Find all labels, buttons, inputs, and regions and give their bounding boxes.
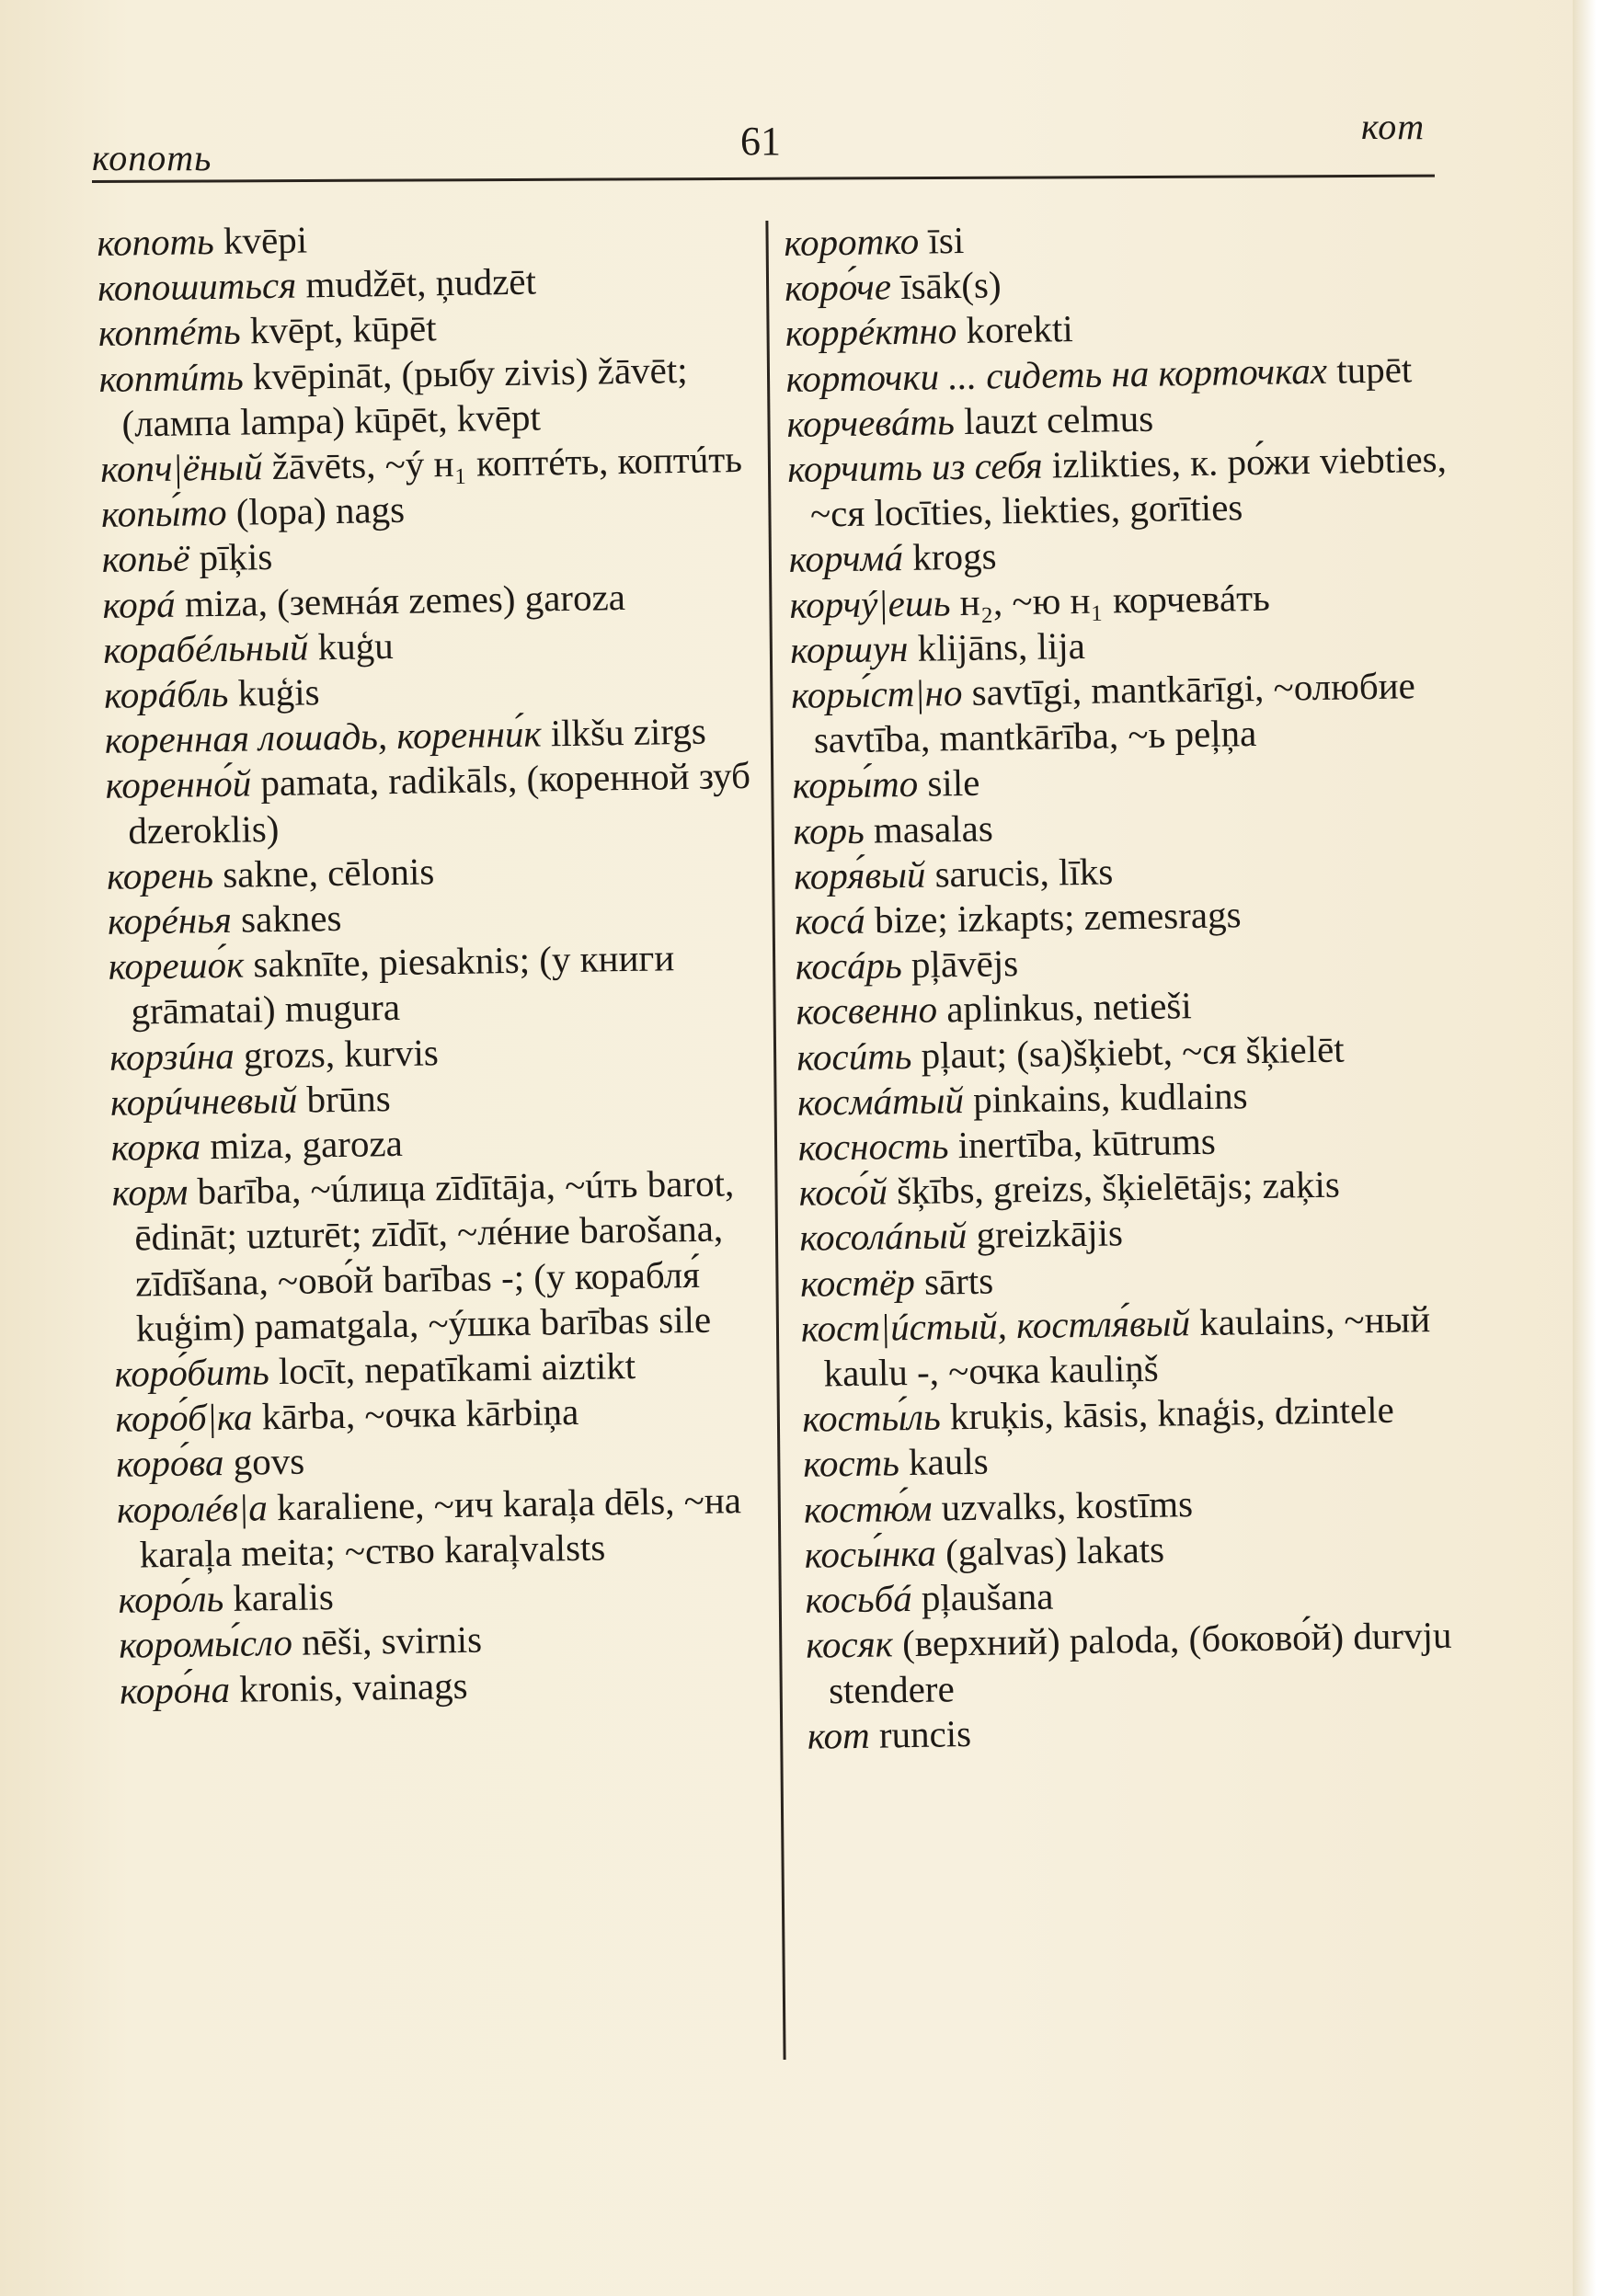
headword: кот bbox=[807, 1713, 870, 1757]
translation: savtīgi, mantkārīgi, ~олюбие savtība, mantkārība, ~ь peļņa bbox=[813, 664, 1416, 761]
translation: kārba, ~очка kārbiņa bbox=[252, 1390, 579, 1438]
headword: корка bbox=[110, 1125, 201, 1169]
headword: космáтый bbox=[796, 1078, 965, 1124]
headword: коррéктно bbox=[785, 309, 957, 355]
headword: копы́то bbox=[100, 491, 227, 536]
headword: косяк bbox=[805, 1622, 894, 1667]
translation: krogs bbox=[902, 534, 997, 579]
headword: косáрь bbox=[795, 943, 903, 988]
headword: косо́й bbox=[798, 1170, 888, 1215]
translation: inertība, kūtrums bbox=[948, 1119, 1217, 1167]
translation: kvēpināt, (рыбу zivis) žāvēt; (лампа lampa) kūpēt, kvēpt bbox=[121, 348, 688, 445]
headword: коптúть bbox=[98, 355, 245, 400]
headword: костёр bbox=[799, 1260, 916, 1305]
headword: корешо́к bbox=[108, 942, 245, 988]
translation: pļāvējs bbox=[901, 942, 1019, 987]
headword: копьё bbox=[101, 536, 190, 581]
dictionary-entry bbox=[98, 346, 766, 447]
translation: pļaušana bbox=[911, 1574, 1054, 1620]
headword: коры́то bbox=[792, 762, 919, 807]
translation: kvēpt, kūpēt bbox=[240, 306, 437, 352]
headword: косá bbox=[794, 898, 866, 942]
headword: копоть bbox=[97, 219, 215, 264]
headword: корзúна bbox=[109, 1034, 235, 1079]
translation: masalas bbox=[864, 806, 994, 851]
headword: косты́ль bbox=[802, 1395, 942, 1441]
translation: tupēt bbox=[1326, 347, 1413, 392]
translation: sile bbox=[917, 761, 980, 805]
translation: izlikties, к. ро́жи viebties, ~ся locīties, liekties, gorīties bbox=[809, 437, 1448, 535]
dictionary-entry bbox=[806, 1613, 1483, 1714]
translation: lauzt celmus bbox=[954, 396, 1154, 442]
running-head-left: копоть bbox=[92, 137, 212, 178]
headword: косвенно bbox=[796, 988, 938, 1034]
translation: (верхний) paloda, (боково́й) durvju stendere bbox=[828, 1614, 1452, 1711]
headword: коромы́сло bbox=[118, 1621, 293, 1667]
translation: pamata, radikāls, (коренной зуб dzeroklis) bbox=[128, 754, 751, 852]
dictionary-entry bbox=[801, 1296, 1478, 1397]
headword: корáбль bbox=[103, 671, 229, 716]
headword: косность bbox=[797, 1124, 949, 1169]
translation: grozs, kurvis bbox=[234, 1030, 440, 1077]
translation: sakne, cēlonis bbox=[212, 850, 435, 896]
translation: miza, (земнáя zemes) garoza bbox=[175, 575, 626, 625]
translation: klijāns, lija bbox=[908, 623, 1086, 669]
headword: коптéть bbox=[97, 309, 241, 355]
translation: karalis bbox=[223, 1575, 335, 1620]
translation: īsi bbox=[918, 218, 965, 262]
headword: коршун bbox=[789, 626, 909, 671]
headword: коро́че bbox=[784, 265, 892, 310]
headword: кость bbox=[802, 1441, 900, 1486]
headword: корчмá bbox=[788, 536, 904, 581]
left-column bbox=[97, 211, 786, 1714]
translation: kronis, vainags bbox=[229, 1663, 468, 1710]
headword: кост|úстый, костля́вый bbox=[800, 1301, 1191, 1350]
translation: greizkājis bbox=[966, 1211, 1124, 1257]
translation: govs bbox=[223, 1440, 305, 1484]
headword: корéнья bbox=[107, 897, 233, 942]
translation: pīķis bbox=[189, 535, 273, 579]
headword: корчить из себя bbox=[786, 443, 1043, 490]
translation: brūns bbox=[296, 1076, 392, 1121]
headword: коренная лошадь, коренни́к bbox=[104, 712, 542, 762]
translation: runcis bbox=[869, 1711, 972, 1756]
translation: kuģis bbox=[227, 670, 320, 714]
dictionary-entry bbox=[105, 753, 773, 854]
translation: pļaut; (sa)šķiebt, ~ся šķielēt bbox=[911, 1027, 1345, 1077]
headword: коро́б|ка bbox=[115, 1395, 253, 1441]
translation: korekti bbox=[956, 307, 1074, 352]
translation: kruķis, kāsis, knaģis, dzintele bbox=[940, 1388, 1395, 1438]
translation: (galvas) lakats bbox=[935, 1527, 1165, 1574]
headword: королéв|а bbox=[116, 1485, 269, 1531]
translation: sarucis, līks bbox=[925, 850, 1114, 896]
dictionary-entry bbox=[111, 1160, 781, 1352]
translation: kuģu bbox=[308, 623, 394, 668]
headword: корточки ... сидеть на корточках bbox=[785, 348, 1328, 400]
translation: miza, garoza bbox=[200, 1121, 404, 1168]
headword: корм bbox=[111, 1170, 189, 1215]
headword: коро́ль bbox=[118, 1577, 224, 1621]
headword: косы́нка bbox=[804, 1531, 937, 1576]
dictionary-entry bbox=[117, 1477, 785, 1578]
running-head-right: кот bbox=[1361, 106, 1426, 147]
translation: barība, ~úлица zīdītāja, ~úть barot, ēdināt; uzturēt; zīdīt, ~лéние barošana, zīdīšana, ~ово́й barības -; (у корабля́ kuģim) pamatgala, ~ýшка barības sile bbox=[134, 1161, 735, 1350]
translation: sārts bbox=[914, 1259, 994, 1303]
translation: kaulains, ~ный kaulu -, ~очка kauliņš bbox=[823, 1296, 1431, 1395]
translation: žāvēts, ~ý н₁ коптéть, коптúть bbox=[262, 438, 743, 488]
headword: коро́бить bbox=[114, 1350, 270, 1395]
page-header bbox=[0, 0, 1615, 193]
page-number: 61 bbox=[740, 119, 781, 164]
headword: корúчневый bbox=[109, 1078, 298, 1124]
headword: коры́ст|но bbox=[790, 671, 963, 716]
translation: н₂, ~ю н₁ корчевáть bbox=[950, 576, 1271, 623]
headword: копошиться bbox=[97, 263, 297, 310]
translation: mudžēt, ņudzēt bbox=[295, 259, 537, 306]
translation: īsāk(s) bbox=[890, 263, 1002, 308]
translation: karaliene, ~ич karaļa dēls, ~на karaļa meita; ~ство karaļvalsts bbox=[139, 1478, 742, 1576]
page-edge bbox=[1573, 0, 1615, 2296]
headword: костю́м bbox=[803, 1486, 933, 1531]
headword: коря́вый bbox=[793, 852, 926, 897]
headword: корчевáть bbox=[786, 399, 956, 445]
headword: корчý|ешь bbox=[789, 580, 951, 626]
translation: ilkšu zirgs bbox=[541, 709, 707, 755]
right-column bbox=[784, 210, 1483, 1758]
translation: kauls bbox=[899, 1440, 989, 1484]
translation: bize; izkapts; zemesrags bbox=[865, 893, 1242, 942]
headword: корабéльный bbox=[102, 625, 309, 671]
dictionary-entry bbox=[787, 436, 1464, 537]
dictionary-entry bbox=[108, 934, 775, 1035]
headword: коро́ва bbox=[115, 1441, 224, 1486]
headword: косолáпый bbox=[799, 1214, 968, 1260]
translation: (lopa) nags bbox=[226, 487, 406, 534]
headword: коро́на bbox=[119, 1667, 231, 1712]
translation: kvēpi bbox=[213, 218, 308, 262]
headword: корень bbox=[106, 852, 214, 897]
translation: saknīte, piesaknis; (у книги grāmatai) mugura bbox=[131, 936, 675, 1033]
dictionary-entry bbox=[791, 662, 1468, 763]
headword: копч|ёный bbox=[99, 445, 263, 490]
headword: коренно́й bbox=[105, 761, 252, 807]
headword: косьбá bbox=[805, 1577, 913, 1621]
translation: pinkains, kudlains bbox=[963, 1074, 1248, 1121]
headword: косúть bbox=[796, 1034, 912, 1079]
translation: nēši, svirnis bbox=[292, 1617, 483, 1664]
headword: корá bbox=[102, 582, 177, 626]
headword: коротко bbox=[784, 219, 920, 264]
translation: saknes bbox=[231, 896, 342, 941]
translation: šķībs, greizs, šķielētājs; zaķis bbox=[887, 1162, 1341, 1213]
translation: locīt, nepatīkami aiztikt bbox=[269, 1344, 636, 1393]
translation: uzvalks, kostīms bbox=[932, 1481, 1194, 1529]
translation: aplinkus, netieši bbox=[936, 984, 1193, 1031]
headword: корь bbox=[793, 808, 865, 852]
